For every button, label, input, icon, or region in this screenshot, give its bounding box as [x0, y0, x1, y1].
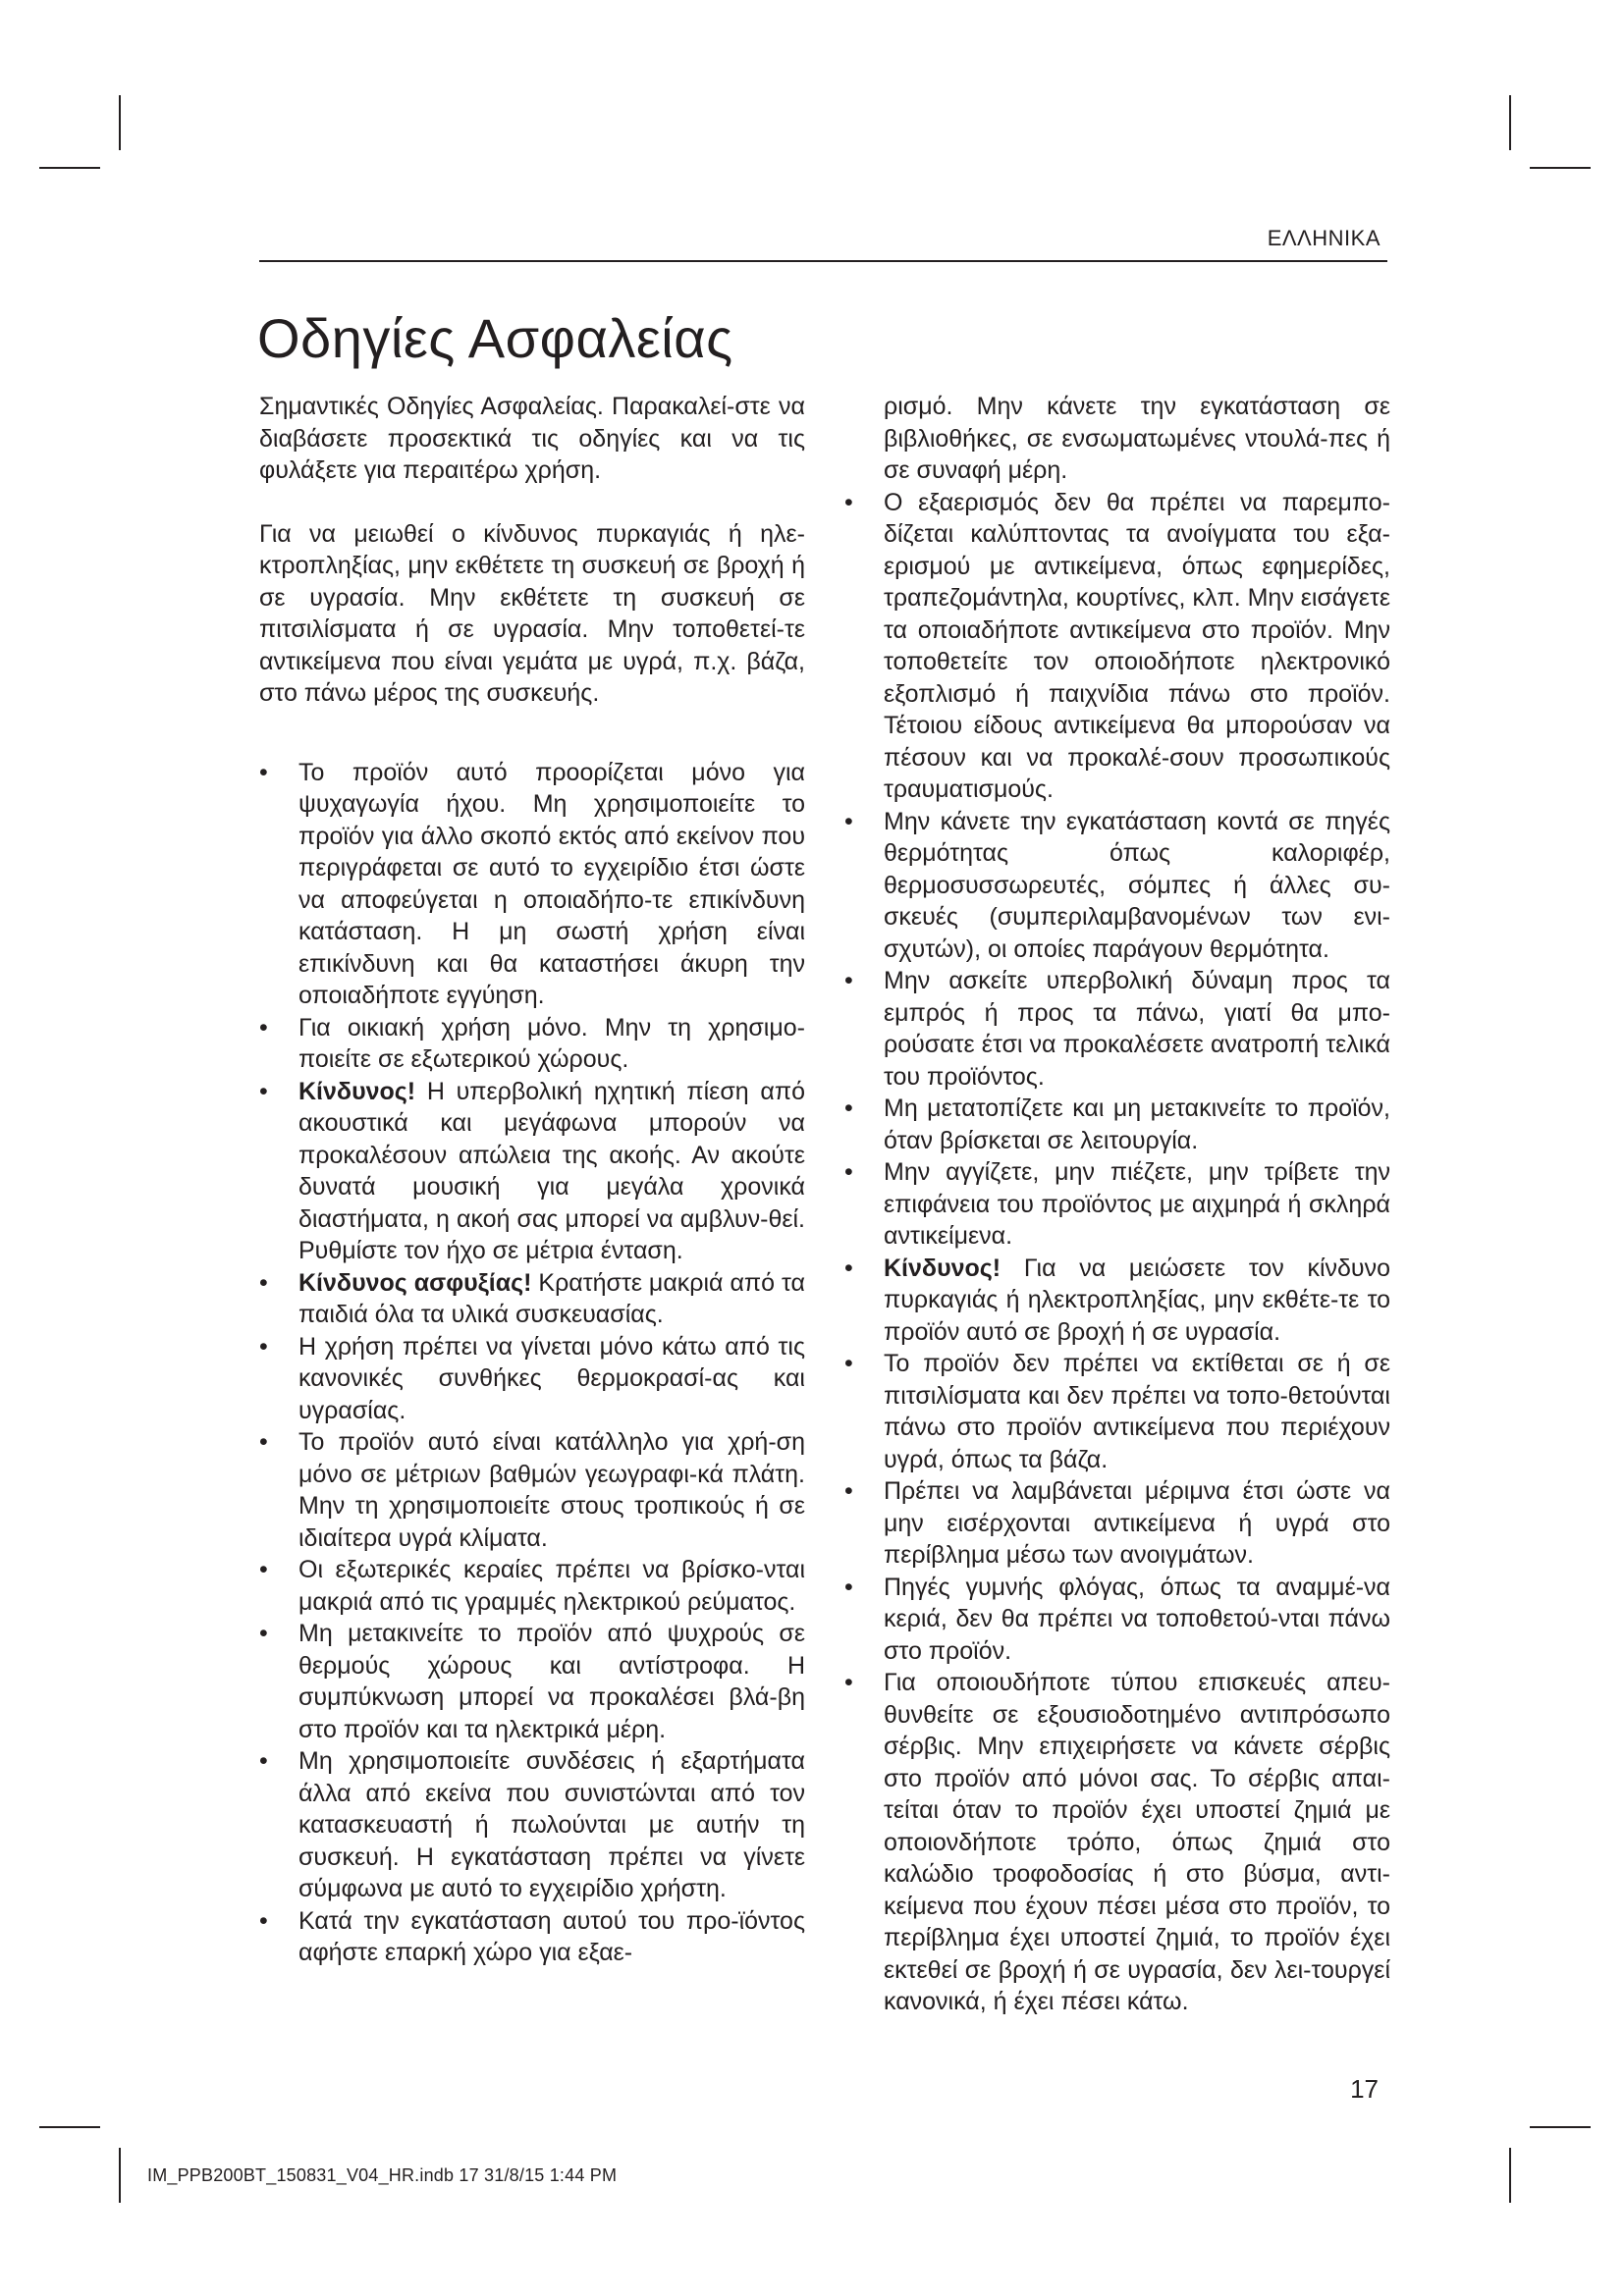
list-item — [259, 1267, 805, 1331]
right-column — [844, 391, 1390, 2018]
bullet-icon: • — [844, 1158, 853, 1186]
list-item-body: Το προϊόν αυτό είναι κατάλληλο για χρή-ση μόνο σε μέτριων βαθμών γεωγραφι-κά πλάτη. Μην τη χρησιμοποιείτε στους τροπικούς ή σε ιδιαίτερα υγρά κλίματα. — [298, 1428, 805, 1552]
list-item-text — [298, 1426, 805, 1554]
list-item-text — [884, 1253, 1390, 1349]
list-item-text — [884, 487, 1390, 806]
list-item-body: Μη χρησιμοποιείτε συνδέσεις ή εξαρτήματα άλλα από εκείνα που συνιστώνται από τον κατασκευαστή ή πωλούνται με αυτήν τη συσκευή. Η εγκατάσταση πρέπει να γίνετε σύμφωνα με αυτό το εγχειρίδιο χρήστη. — [298, 1747, 805, 1902]
list-item — [844, 1475, 1390, 1572]
list-item-text — [884, 1475, 1390, 1572]
list-item-body: Μη μετατοπίζετε και μη μετακινείτε το προϊόν, όταν βρίσκεται σε λειτουργία. — [884, 1095, 1390, 1154]
list-item-text — [298, 757, 805, 1012]
bullet-icon: • — [259, 1556, 268, 1583]
list-item — [844, 1093, 1390, 1156]
warning-label: Κίνδυνος! — [298, 1077, 416, 1105]
intro-paragraph: Σημαντικές Οδηγίες Ασφαλείας. Παρακαλεί-στε να διαβάσετε προσεκτικά τις οδηγίες και να τις φυλάξετε για περαιτέρω χρήση. — [259, 393, 805, 484]
list-item-body: Η υπερβολική ηχητική πίεση από ακουστικά και μεγάφωνα μπορούν να προκαλέσουν απώλεια της ακοής. Αν ακούτε δυνατά μουσική για μεγάλα χρονικά διαστήματα, η ακοή σας μπορεί να αμβλυν-θεί. Ρυθμίστε τον ήχο σε μέτρια ένταση. — [298, 1077, 805, 1264]
list-item-body: Για οποιουδήποτε τύπου επισκευές απευ-θυνθείτε σε εξουσιοδοτημένο αντιπρόσωπο σέρβις. Μην επιχειρήσετε να κάνετε σέρβις στο προϊόν από μόνοι σας. Το σέρβις απαι-τείται όταν το προϊόν έχει υποστεί ζημιά με οποιονδήποτε τρόπο, όπως ζημιά στο καλώδιο τροφοδοσίας ή στο βύσμα, αντι-κείμενα που έχουν πέσει μέσα στο προϊόν, το περίβλημα έχει υποστεί ζημιά, το προϊόν έχει εκτεθεί σε βροχή ή σε υγρασία, δεν λει-τουργεί κανονικά, ή έχει πέσει κάτω. — [884, 1669, 1390, 2015]
bullet-icon: • — [259, 758, 268, 786]
footer-file: IM_PPB200BT_150831_V04_HR.indb 17 — [147, 2165, 479, 2185]
list-item — [844, 965, 1390, 1093]
bullet-icon: • — [259, 1620, 268, 1647]
bullet-icon: • — [259, 1332, 268, 1361]
list-item-text — [298, 1267, 805, 1331]
list-item-text — [298, 1331, 805, 1427]
left-bullet-list — [259, 757, 805, 1969]
list-item — [844, 1572, 1390, 1668]
list-item-body: Για να μειώσετε τον κίνδυνο πυρκαγιάς ή ηλεκτροπληξίας, μην εκθέτε-τε το προϊόν αυτό σε βροχή ή σε υγρασία. — [884, 1254, 1390, 1346]
bullet-icon: • — [259, 1747, 268, 1775]
warning-label: Κίνδυνος ασφυξίας! — [298, 1268, 532, 1297]
list-item — [844, 1667, 1390, 2018]
right-bullet-list — [844, 487, 1390, 2018]
list-item-body: Μην αγγίζετε, μην πιέζετε, μην τρίβετε την επιφάνεια του προϊόντος με αιχμηρά ή σκληρά αντικείμενα. — [884, 1158, 1390, 1250]
bullet-icon: • — [259, 1013, 268, 1041]
intro-paragraph: Για να μειωθεί ο κίνδυνος πυρκαγιάς ή ηλε-κτροπληξίας, μην εκθέτετε τη συσκευή σε βροχή ή σε υγρασία. Μην εκθέτετε τη συσκευή σε πιτσιλίσματα ή σε υγρασία. Μην τοποθετεί-τε αντικείμενα που είναι γεμάτα με υγρά, π.χ. βάζα, στο πάνω μέρος της συσκευής. — [259, 519, 805, 707]
crop-mark-bottom-right-vertical — [1509, 2148, 1511, 2203]
bullet-icon: • — [844, 1477, 853, 1505]
list-item-body: Για οικιακή χρήση μόνο. Μην τη χρησιμο-ποιείτε σε εξωτερικού χώρους. — [298, 1013, 805, 1073]
list-item — [844, 1156, 1390, 1253]
list-item — [259, 1905, 805, 1969]
list-item-text — [884, 965, 1390, 1093]
list-item-text — [298, 1618, 805, 1745]
list-item — [259, 1012, 805, 1076]
list-item — [259, 1554, 805, 1618]
list-item-body: Η χρήση πρέπει να γίνεται μόνο κάτω από τις κανονικές συνθήκες θερμοκρασί-ας και υγρασίας. — [298, 1332, 805, 1424]
list-item — [844, 806, 1390, 966]
list-item-body: Μην κάνετε την εγκατάσταση κοντά σε πηγές θερμότητας όπως καλοριφέρ, θερμοσυσσωρευτές, σόμπες ή άλλες συ-σκευές (συμπεριλαμβανομένων των ενι-σχυτών), οι οποίες παράγουν θερμότητα. — [884, 807, 1390, 963]
bullet-icon: • — [259, 1268, 268, 1297]
bullet-icon: • — [844, 807, 853, 835]
page-title: Οδηγίες Ασφαλείας — [257, 307, 733, 369]
list-item-text — [884, 806, 1390, 966]
list-item-body: Μην ασκείτε υπερβολική δύναμη προς τα εμπρός ή προς τα πάνω, γιατί θα μπο-ρούσατε έτσι να προκαλέσετε ανατροπή τελικά του προϊόντος. — [884, 967, 1390, 1091]
warning-label: Κίνδυνος! — [884, 1254, 1001, 1282]
list-item-text — [884, 1156, 1390, 1253]
list-item-text — [884, 1348, 1390, 1475]
header-divider — [259, 260, 1387, 262]
crop-mark-top-left-vertical — [119, 95, 121, 150]
list-item-text — [884, 1572, 1390, 1668]
list-item-text — [298, 1905, 805, 1969]
page-number: 17 — [1350, 2074, 1379, 2104]
crop-mark-bottom-left-vertical — [119, 2148, 121, 2203]
bullet-icon: • — [844, 1350, 853, 1377]
left-column — [259, 391, 805, 1969]
list-item — [259, 1745, 805, 1905]
list-item-body: Μη μετακινείτε το προϊόν από ψυχρούς σε θερμούς χώρους και αντίστροφα. Η συμπύκνωση μπορεί να προκαλέσει βλά-βη στο προϊόν και τα ηλεκτρικά μέρη. — [298, 1620, 805, 1743]
continued-paragraph: ρισμό. Μην κάνετε την εγκατάσταση σε βιβλιοθήκες, σε ενσωματωμένες ντουλά-πες ή σε συναφή μέρη. — [884, 393, 1390, 484]
crop-mark-top-left-horizontal — [39, 167, 100, 169]
list-item — [844, 1253, 1390, 1349]
bullet-icon: • — [844, 1669, 853, 1696]
print-footer — [147, 2165, 617, 2186]
language-label: ΕΛΛΗΝΙΚΑ — [1267, 226, 1380, 250]
list-item-text — [298, 1745, 805, 1905]
footer-date: 31/8/15 1:44 PM — [484, 2165, 618, 2185]
list-item-text — [298, 1076, 805, 1267]
list-item — [259, 1426, 805, 1554]
crop-mark-top-right-vertical — [1509, 95, 1511, 150]
bullet-icon: • — [844, 1095, 853, 1122]
list-item-body: Κρατήστε μακριά από τα παιδιά όλα τα υλικά συσκευασίας. — [298, 1268, 806, 1328]
list-item-body: Το προϊόν δεν πρέπει να εκτίθεται σε ή σε πιτσιλίσματα και δεν πρέπει να τοπο-θετούνται πάνω στο προϊόν αντικείμενα που περιέχουν υγρά, όπως τα βάζα. — [884, 1350, 1390, 1473]
list-item-body: Κατά την εγκατάσταση αυτού του προ-ϊόντος αφήστε επαρκή χώρο για εξαε- — [298, 1906, 805, 1966]
bullet-icon: • — [844, 1254, 853, 1282]
list-item — [259, 1331, 805, 1427]
list-item-text — [298, 1012, 805, 1076]
list-item — [259, 1618, 805, 1745]
list-item — [844, 487, 1390, 806]
list-item-body: Το προϊόν αυτό προορίζεται μόνο για ψυχαγωγία ήχου. Μη χρησιμοποιείτε το προϊόν για άλλο σκοπό εκτός από εκείνον που περιγράφεται σε αυτό το εγχειρίδιο έτσι ώστε να αποφεύγεται η οποιαδήπο-τε επικίνδυνη κατάσταση. Η μη σωστή χρήση είναι επικίνδυνη και θα καταστήσει άκυρη την οποιαδήποτε εγγύηση. — [298, 758, 805, 1009]
crop-mark-bottom-right-horizontal — [1530, 2126, 1591, 2128]
list-item-text — [884, 1667, 1390, 2018]
list-item-body: Ο εξαερισμός δεν θα πρέπει να παρεμπο-δίζεται καλύπτοντας τα ανοίγματα του εξα-ερισμού με αντικείμενα, όπως εφημερίδες, τραπεζομάντηλα, κουρτίνες, κλπ. Μην εισάγετε τα οποιαδήποτε αντικείμενα στο προϊόν. Μην τοποθετείτε τον οποιοδήποτε ηλεκτρονικό εξοπλισμό ή παιχνίδια πάνω στο προϊόν. Τέτοιου είδους αντικείμενα θα μπορούσαν να πέσουν και να προκαλέ-σουν προσωπικούς τραυματισμούς. — [884, 488, 1391, 803]
bullet-icon: • — [259, 1077, 268, 1105]
list-item-text — [298, 1554, 805, 1618]
crop-mark-top-right-horizontal — [1530, 167, 1591, 169]
list-item-body: Οι εξωτερικές κεραίες πρέπει να βρίσκο-νται μακριά από τις γραμμές ηλεκτρικού ρεύματος. — [298, 1556, 805, 1616]
bullet-icon: • — [844, 488, 853, 516]
bullet-icon: • — [844, 1573, 853, 1601]
list-item-body: Πρέπει να λαμβάνεται μέριμνα έτσι ώστε να μην εισέρχονται αντικείμενα ή υγρά στο περίβλημα μέσω των ανοιγμάτων. — [884, 1477, 1390, 1569]
bullet-icon: • — [844, 967, 853, 994]
list-item-body: Πηγές γυμνής φλόγας, όπως τα αναμμέ-να κεριά, δεν θα πρέπει να τοποθετού-νται πάνω στο προϊόν. — [884, 1573, 1390, 1665]
list-item — [844, 1348, 1390, 1475]
bullet-icon: • — [259, 1428, 268, 1456]
list-item-text — [884, 1093, 1390, 1156]
list-item — [259, 757, 805, 1012]
crop-mark-bottom-left-horizontal — [39, 2126, 100, 2128]
bullet-icon: • — [259, 1906, 268, 1935]
list-item — [259, 1076, 805, 1267]
